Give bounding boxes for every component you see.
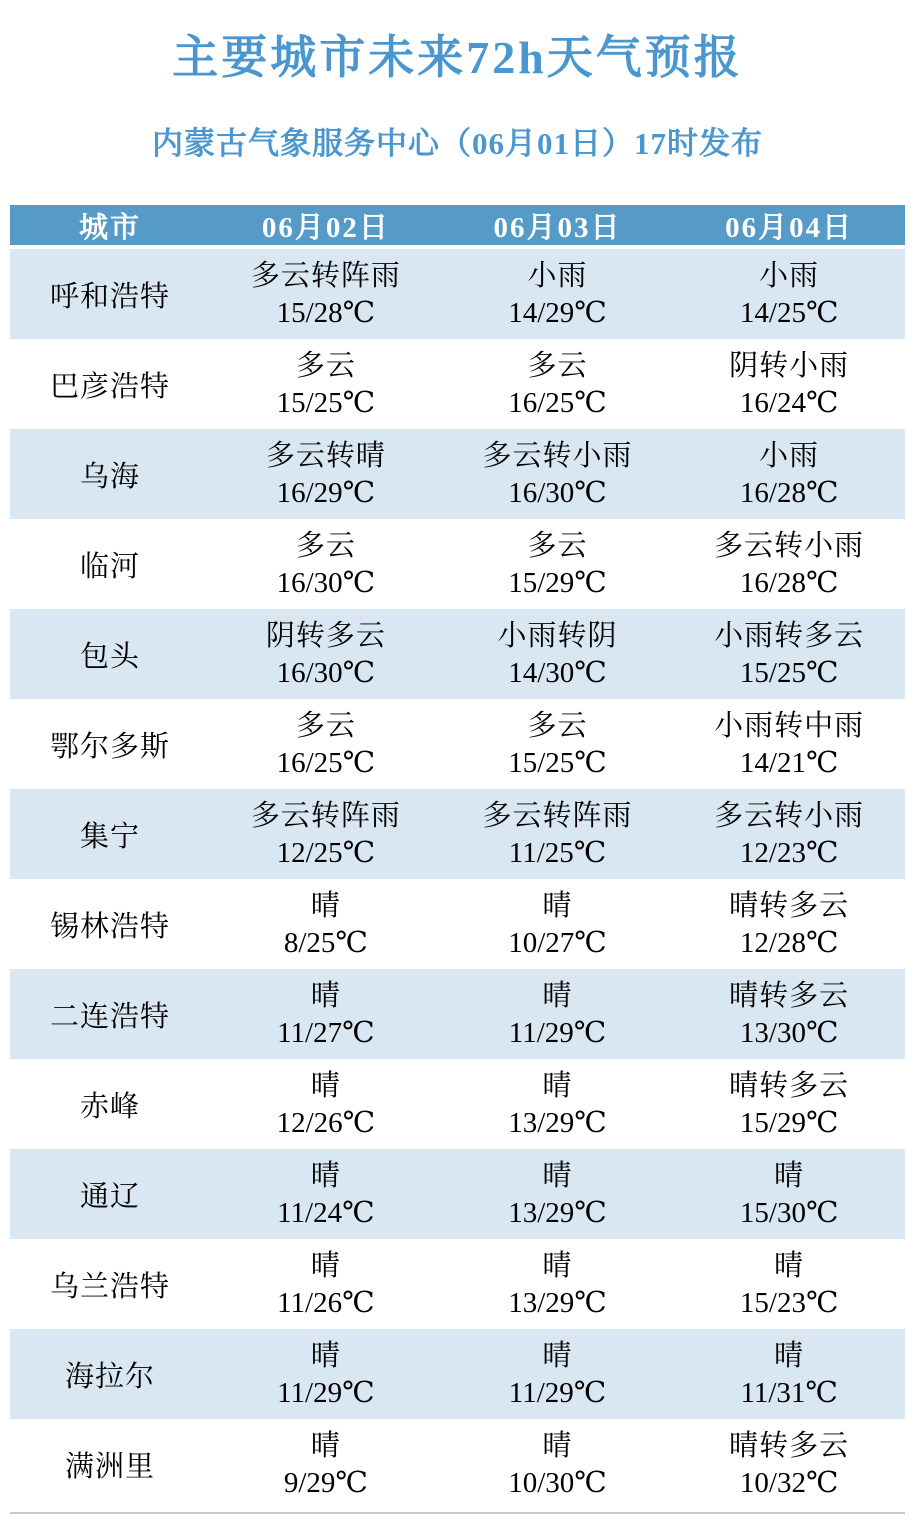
column-header-day3: 06月04日 (725, 212, 854, 244)
weather-condition: 晴 (542, 979, 573, 1012)
weather-condition: 多云转小雨 (714, 529, 865, 562)
forecast-cell (210, 339, 442, 429)
forecast-cell (442, 1059, 674, 1149)
forecast-cell (442, 339, 674, 429)
forecast-cell (210, 1239, 442, 1329)
table-row (10, 519, 905, 609)
city-name: 集宁 (79, 820, 140, 853)
forecast-cell (210, 699, 442, 789)
weather-condition: 阴转小雨 (729, 349, 850, 382)
forecast-cell (442, 699, 674, 789)
city-name: 通辽 (79, 1180, 140, 1213)
forecast-cell (210, 609, 442, 699)
temperature-range: 14/21℃ (739, 746, 839, 779)
weather-condition: 晴转多云 (729, 889, 850, 922)
city-name: 巴彦浩特 (49, 370, 170, 403)
issuer-subtitle: 内蒙古气象服务中心（06月01日）17时发布 (152, 126, 763, 161)
weather-condition: 晴 (774, 1249, 805, 1282)
weather-condition: 小雨 (759, 259, 820, 292)
temperature-range: 16/25℃ (508, 386, 607, 419)
weather-condition: 多云转阵雨 (482, 799, 633, 832)
table-row (10, 1329, 905, 1419)
column-header-day1: 06月02日 (261, 212, 390, 244)
temperature-range: 15/25℃ (276, 386, 376, 419)
table-row (10, 1059, 905, 1149)
table-row (10, 969, 905, 1059)
table-body (10, 249, 905, 1509)
temperature-range: 11/29℃ (277, 1376, 375, 1409)
temperature-range: 15/29℃ (739, 1106, 839, 1139)
weather-condition: 小雨转多云 (714, 619, 865, 652)
weather-condition: 晴转多云 (729, 1069, 850, 1102)
temperature-range: 8/25℃ (283, 926, 368, 959)
temperature-range: 10/30℃ (508, 1466, 607, 1499)
table-row (10, 609, 905, 699)
forecast-cell (673, 1419, 905, 1509)
weather-condition: 多云转晴 (265, 439, 386, 472)
weather-condition: 晴 (542, 1429, 573, 1462)
weather-condition: 多云 (295, 349, 356, 382)
forecast-cell (210, 429, 442, 519)
weather-condition: 多云转阵雨 (250, 259, 401, 292)
temperature-range: 11/27℃ (277, 1016, 375, 1049)
forecast-cell (673, 699, 905, 789)
weather-condition: 多云 (295, 529, 356, 562)
forecast-cell (442, 789, 674, 879)
column-header-day2: 06月03日 (493, 212, 622, 244)
weather-condition: 小雨 (759, 439, 820, 472)
forecast-cell (210, 1419, 442, 1509)
temperature-range: 15/25℃ (739, 656, 839, 689)
temperature-range: 14/25℃ (739, 296, 839, 329)
weather-condition: 晴转多云 (729, 1429, 850, 1462)
temperature-range: 11/26℃ (277, 1286, 375, 1319)
weather-condition: 晴 (542, 1339, 573, 1372)
temperature-range: 11/24℃ (277, 1196, 375, 1229)
weather-condition: 晴 (774, 1159, 805, 1192)
weather-condition: 多云转阵雨 (250, 799, 401, 832)
forecast-cell (210, 249, 442, 339)
city-name: 乌兰浩特 (49, 1270, 170, 1303)
forecast-cell (673, 249, 905, 339)
weather-condition: 晴 (310, 1159, 341, 1192)
weather-condition: 多云转小雨 (714, 799, 865, 832)
weather-condition: 多云 (295, 709, 356, 742)
table-row (10, 789, 905, 879)
weather-condition: 晴 (542, 1069, 573, 1102)
forecast-cell (673, 1329, 905, 1419)
temperature-range: 16/30℃ (276, 656, 376, 689)
city-name: 海拉尔 (64, 1360, 155, 1393)
temperature-range: 12/28℃ (739, 926, 839, 959)
temperature-range: 12/26℃ (276, 1106, 376, 1139)
weather-condition: 多云 (527, 529, 588, 562)
forecast-cell (673, 1059, 905, 1149)
weather-condition: 晴 (542, 889, 573, 922)
temperature-range: 16/29℃ (276, 476, 376, 509)
temperature-range: 14/30℃ (508, 656, 607, 689)
temperature-range: 13/29℃ (508, 1286, 607, 1319)
temperature-range: 11/29℃ (508, 1376, 607, 1409)
forecast-cell (442, 1329, 674, 1419)
table-header-row (10, 205, 905, 245)
forecast-cell (210, 789, 442, 879)
forecast-cell (442, 249, 674, 339)
weather-condition: 晴 (310, 979, 341, 1012)
forecast-cell (442, 1149, 674, 1239)
forecast-cell (210, 1059, 442, 1149)
weather-condition: 晴 (310, 1069, 341, 1102)
temperature-range: 15/28℃ (276, 296, 376, 329)
forecast-cell (673, 789, 905, 879)
temperature-range: 15/25℃ (508, 746, 607, 779)
temperature-range: 10/27℃ (508, 926, 607, 959)
table-row (10, 249, 905, 339)
city-name: 包头 (79, 640, 140, 673)
table-row (10, 1419, 905, 1509)
forecast-cell (210, 1149, 442, 1239)
weather-condition: 小雨转中雨 (714, 709, 865, 742)
temperature-range: 13/29℃ (508, 1196, 607, 1229)
city-name: 锡林浩特 (49, 910, 170, 943)
forecast-cell (442, 609, 674, 699)
temperature-range: 16/25℃ (276, 746, 376, 779)
column-header-city: 城市 (78, 212, 141, 244)
temperature-range: 12/23℃ (739, 836, 839, 869)
city-name: 赤峰 (79, 1090, 140, 1123)
forecast-cell (442, 1239, 674, 1329)
weather-condition: 多云转小雨 (482, 439, 633, 472)
weather-condition: 晴转多云 (729, 979, 850, 1012)
temperature-range: 15/29℃ (508, 566, 607, 599)
weather-condition: 晴 (310, 1339, 341, 1372)
forecast-cell (673, 609, 905, 699)
weather-condition: 多云 (527, 349, 588, 382)
weather-condition: 晴 (542, 1159, 573, 1192)
forecast-cell (673, 1239, 905, 1329)
temperature-range: 13/30℃ (739, 1016, 839, 1049)
page-title: 主要城市未来72h天气预报 (172, 32, 743, 83)
weather-condition: 多云 (527, 709, 588, 742)
forecast-cell (210, 1329, 442, 1419)
weather-condition: 晴 (310, 1249, 341, 1282)
temperature-range: 13/29℃ (508, 1106, 607, 1139)
temperature-range: 14/29℃ (508, 296, 607, 329)
city-name: 临河 (79, 550, 140, 583)
forecast-cell (442, 519, 674, 609)
forecast-table (10, 205, 905, 1509)
table-row (10, 1149, 905, 1239)
weather-condition: 小雨 (527, 259, 588, 292)
temperature-range: 11/29℃ (508, 1016, 607, 1049)
forecast-cell (442, 429, 674, 519)
temperature-range: 16/28℃ (739, 566, 839, 599)
forecast-cell (210, 879, 442, 969)
temperature-range: 15/30℃ (739, 1196, 839, 1229)
table-row (10, 429, 905, 519)
weather-condition: 小雨转阴 (497, 619, 618, 652)
city-name: 二连浩特 (49, 1000, 170, 1033)
city-name: 呼和浩特 (49, 280, 170, 313)
temperature-range: 11/25℃ (508, 836, 607, 869)
city-name: 满洲里 (64, 1450, 155, 1483)
temperature-range: 12/25℃ (276, 836, 376, 869)
forecast-cell (673, 429, 905, 519)
table-row (10, 1239, 905, 1329)
forecast-cell (210, 969, 442, 1059)
forecast-cell (442, 879, 674, 969)
bottom-divider (10, 1512, 905, 1514)
weather-condition: 晴 (542, 1249, 573, 1282)
table-row (10, 339, 905, 429)
forecast-cell (673, 519, 905, 609)
temperature-range: 16/30℃ (508, 476, 607, 509)
table-row (10, 879, 905, 969)
temperature-range: 11/31℃ (740, 1376, 838, 1409)
city-name: 乌海 (79, 460, 140, 493)
weather-condition: 晴 (774, 1339, 805, 1372)
forecast-cell (673, 339, 905, 429)
temperature-range: 16/24℃ (739, 386, 839, 419)
weather-condition: 晴 (310, 1429, 341, 1462)
forecast-cell (673, 879, 905, 969)
forecast-cell (442, 1419, 674, 1509)
temperature-range: 16/28℃ (739, 476, 839, 509)
temperature-range: 16/30℃ (276, 566, 376, 599)
temperature-range: 9/29℃ (283, 1466, 368, 1499)
forecast-cell (673, 969, 905, 1059)
forecast-cell (442, 969, 674, 1059)
weather-condition: 晴 (310, 889, 341, 922)
weather-condition: 阴转多云 (265, 619, 386, 652)
temperature-range: 15/23℃ (739, 1286, 839, 1319)
city-name: 鄂尔多斯 (49, 730, 170, 763)
table-row (10, 699, 905, 789)
forecast-cell (210, 519, 442, 609)
forecast-cell (673, 1149, 905, 1239)
temperature-range: 10/32℃ (739, 1466, 839, 1499)
